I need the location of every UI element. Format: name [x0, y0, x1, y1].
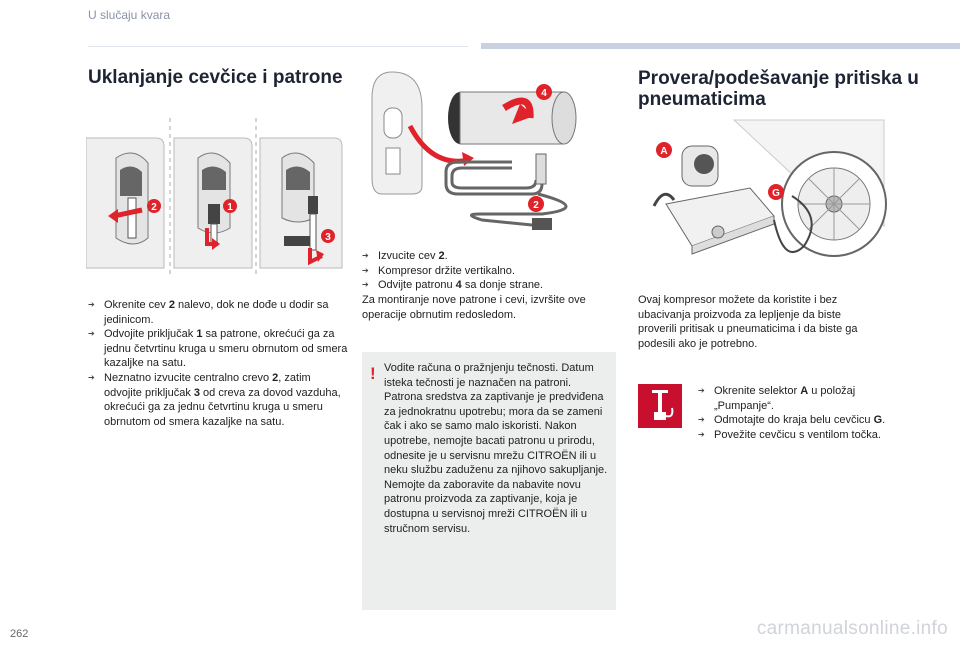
- left-step-2: ➔ Odvojite priključak 1 sa patrone, okrećući ga za jednu četvrtinu kruga u smeru obrnutom od smera kazaljke na satu.: [88, 327, 350, 371]
- callout-G-text: G: [772, 188, 780, 199]
- right-step-3: ➔ Povežite cevčicu s ventilom točka.: [698, 428, 888, 443]
- right-title: Provera/podešavanje pritiska u pneumaticima: [638, 68, 919, 110]
- mid-step-1: ➔ Izvucite cev 2.: [362, 249, 616, 264]
- right-paragraph: Ovaj kompresor možete da koristite i bez ubacivanja proizvoda za lepljenje da biste proverili pritisak u pneumaticima i da biste ga podesili ako je potrebno.: [638, 294, 858, 350]
- pump-icon: [638, 384, 682, 428]
- header-rule: [88, 46, 468, 47]
- right-steps: [698, 384, 888, 442]
- left-step-1: ➔ Okrenite cev 2 nalevo, dok ne dođe u dodir sa jedinicom.: [88, 298, 350, 327]
- right-step-1: ➔ Okrenite selektor A u položaj „Pumpanje“.: [698, 384, 888, 413]
- header-bar: [481, 43, 960, 49]
- callout-3-text: 3: [325, 232, 331, 243]
- middle-paragraph: Za montiranje nove patrone i cevi, izvršite ove operacije obrnutim redosledom.: [362, 294, 586, 321]
- middle-steps: [362, 249, 616, 293]
- page-number: 262: [10, 628, 29, 640]
- warning-note: [362, 352, 616, 610]
- callout-2-text: 2: [151, 202, 157, 213]
- mid-step-2: ➔ Kompresor držite vertikalno.: [362, 264, 616, 279]
- cartridge-unscrew-illustration: [362, 68, 616, 242]
- mid-step-3: ➔ Odvijte patronu 4 sa donje strane.: [362, 278, 616, 293]
- left-step-3: ➔ Neznatno izvucite centralno crevo 2, zatim odvojite priključak 3 od creva za dovod vazduha, okrećući ga za jednu četvrtinu kruga u smeru obrnutom od smera kazaljke na satu.: [88, 371, 350, 429]
- compressor-illustration: [634, 116, 890, 282]
- callout-A-text: A: [660, 146, 668, 157]
- watermark: carmanualsonline.info: [756, 618, 948, 639]
- callout-2-mid-text: 2: [533, 200, 539, 211]
- callout-4-text: 4: [541, 88, 547, 99]
- cartridge-removal-illustration: [86, 118, 346, 278]
- left-title: Uklanjanje cevčice i patrone: [88, 67, 343, 88]
- right-step-2: ➔ Odmotajte do kraja belu cevčicu G.: [698, 413, 888, 428]
- warning-icon: !: [370, 364, 376, 383]
- left-steps: [88, 298, 350, 429]
- warning-text: Vodite računa o pražnjenju tečnosti. Datum isteka tečnosti je naznačen na patroni. Patrona sredstva za zaptivanje je predviđena za jednokratnu upotrebu; mora da se zameni čak i ako se samo malo iskoristi. Nakon upotrebe, nemojte bacati patronu u prirodu, odnesite je u servisnu mrežu CITROËN ili u neku službu zaduženu za njihovo sakupljanje. Nemojte da zaboravite da nabavite novu patronu proizvoda za zaptivanje, koja je dostupna u servisnoj mreži CITROËN ili u stručnom servisu.: [384, 362, 608, 535]
- callout-1-text: 1: [227, 202, 233, 213]
- section-header: U slučaju kvara: [88, 8, 171, 22]
